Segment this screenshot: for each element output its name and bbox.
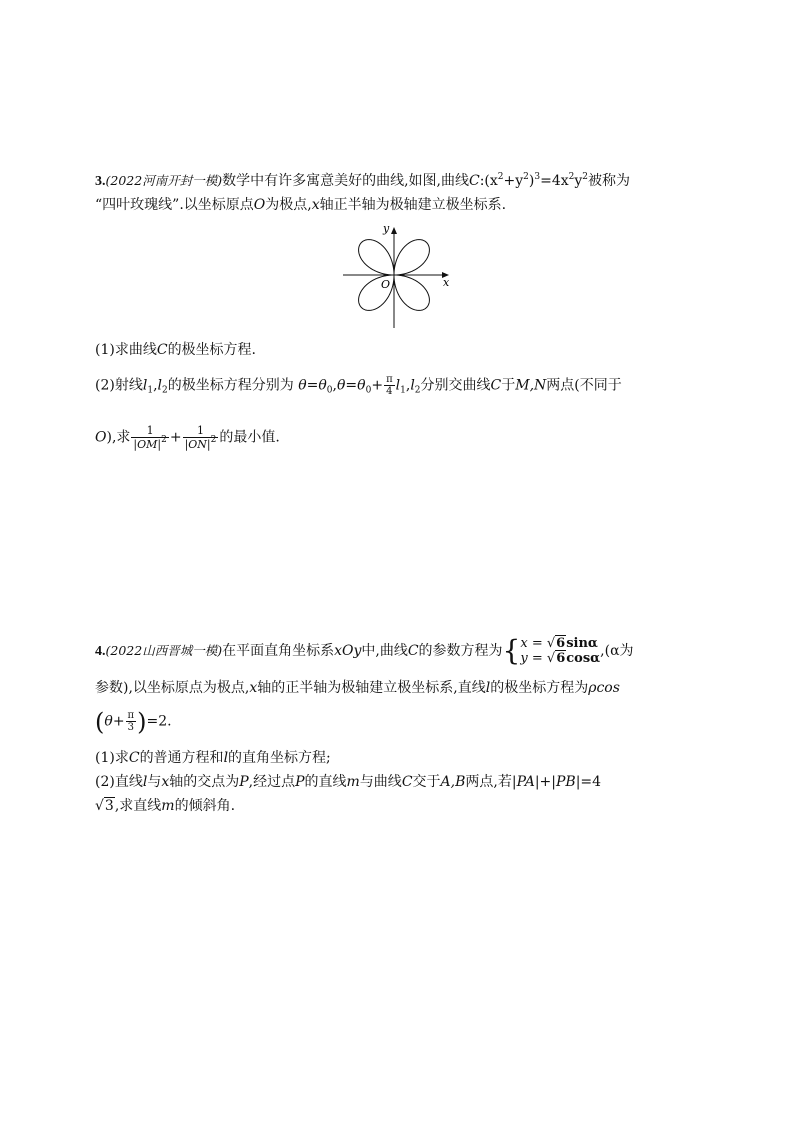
theta-symbol: θ — [357, 377, 366, 394]
fraction-numerator: 1 — [131, 424, 168, 438]
q3-eq-part: =4x — [540, 173, 569, 189]
q3-curve-ref: C — [490, 377, 502, 394]
origin-label: O — [381, 278, 391, 291]
ray-symbol: l — [410, 377, 415, 394]
y-equation — [520, 651, 600, 666]
q3-number: 3. — [95, 174, 106, 189]
q3-part-2 — [95, 374, 622, 397]
q3-exp: 2 — [497, 172, 504, 182]
q3-text: 于 — [501, 377, 516, 394]
cos-alpha: cosα — [566, 651, 601, 666]
points-AB: A,B — [440, 774, 466, 790]
q4-text: =2. — [146, 713, 172, 730]
ray-symbol: l — [157, 377, 162, 394]
q3-curve-name: C — [468, 173, 480, 189]
q4-curve-ref: C — [407, 643, 419, 659]
q4-text: (1)求 — [95, 750, 129, 766]
q3-text: (2)射线 — [95, 377, 143, 394]
plus: + — [112, 713, 125, 730]
comma: , — [332, 377, 337, 394]
comma: , — [405, 377, 411, 394]
fraction-one-over-ON — [183, 424, 219, 451]
q4-text: 的直线 — [304, 774, 347, 790]
paren-open: ( — [95, 707, 105, 736]
q4-text: |=4 — [575, 774, 602, 790]
theta-symbol: θ — [298, 377, 307, 394]
q4-number: 4. — [95, 644, 106, 659]
q4-text: 轴的交点为 — [169, 774, 240, 790]
subscript: 0 — [326, 385, 333, 396]
origin-ref: O — [95, 429, 107, 446]
q3-text: (1)求曲线 — [95, 342, 157, 358]
paren-close: ) — [137, 707, 147, 736]
fraction-denominator: 3 — [127, 722, 135, 733]
q4-stem-line-1 — [95, 636, 634, 666]
rho-cos: ρcos — [588, 680, 620, 696]
theta-symbol: θ — [336, 377, 346, 394]
PB-label: PB — [555, 774, 576, 790]
x-axis-label: x — [443, 276, 450, 289]
line-m-ref: m — [346, 774, 360, 790]
line-l-ref: l — [142, 774, 148, 790]
subscript: 2 — [414, 385, 421, 396]
q3-stem-line-2 — [95, 195, 506, 215]
y-axis-label: y — [383, 222, 390, 235]
q3-text: 为极点, — [265, 197, 312, 213]
q4-part-2 — [95, 772, 601, 792]
q3-text: 的最小值. — [219, 429, 280, 446]
pi-over-3-fraction — [126, 710, 137, 733]
q3-part-2-cont — [95, 424, 280, 451]
q3-text: 的极坐标方程分别为 — [167, 377, 294, 394]
q4-part-2-cont — [95, 796, 235, 816]
system-brace: { — [502, 634, 521, 667]
equals: = — [345, 377, 358, 394]
points-MN: M,N — [515, 377, 547, 394]
q4-source: (2022山西晋城一模) — [105, 643, 223, 658]
q4-text: (2)直线 — [95, 774, 143, 790]
q4-text: 中,曲线 — [361, 643, 408, 659]
q4-text: ,求直线 — [114, 798, 162, 814]
sqrt-6: √6 — [546, 651, 566, 666]
q4-text: 两点,若| — [465, 774, 517, 790]
comma: , — [153, 377, 158, 394]
q3-exp: 2 — [523, 172, 529, 182]
fraction-numerator: π — [386, 374, 393, 385]
q3-part-1 — [95, 340, 256, 360]
q3-text: ),求 — [106, 429, 131, 446]
q3-source: (2022河南开封一模) — [105, 173, 223, 188]
PA-label: PA — [516, 774, 535, 790]
y-eq-label: y = — [520, 651, 547, 666]
q3-exp: 2 — [582, 172, 589, 182]
radicand: 3 — [104, 798, 114, 814]
plus: + — [169, 429, 182, 446]
fraction-denominator: 4 — [386, 386, 393, 397]
fraction-numerator: 1 — [183, 424, 219, 438]
plus: + — [371, 377, 384, 394]
parametric-system — [520, 636, 600, 666]
q3-text: 的极坐标方程. — [167, 342, 257, 358]
q3-text: 轴正半轴为极轴建立极坐标系. — [319, 197, 507, 213]
q4-text: ,(α为 — [600, 643, 634, 659]
q4-text: 与 — [147, 774, 162, 790]
four-leaf-rose-figure — [338, 220, 458, 332]
line-l-ref: l — [485, 680, 491, 696]
q4-text: 在平面直角坐标系 — [222, 643, 335, 659]
x-ref: x — [249, 680, 258, 696]
q4-stem-line-3 — [95, 707, 172, 736]
q3-text: 数学中有许多寓意美好的曲线,如图,曲线 — [222, 173, 469, 189]
q4-text: 与曲线 — [359, 774, 402, 790]
point-P: P — [295, 774, 305, 790]
exp: 2 — [161, 435, 167, 445]
fraction-one-over-OM — [131, 424, 168, 451]
q3-text: 两点(不同于 — [546, 377, 622, 394]
q3-exp: 2 — [568, 172, 575, 182]
q4-text: 的参数方程为 — [418, 643, 503, 659]
q4-curve-ref: C — [401, 774, 413, 790]
q4-text: 交于 — [412, 774, 441, 790]
fraction-denominator — [183, 435, 219, 451]
fraction-denominator — [131, 435, 168, 451]
x-equation — [520, 636, 600, 651]
equals: = — [306, 377, 319, 394]
q3-curve-ref: C — [156, 342, 168, 358]
line-l-ref: l — [223, 750, 229, 766]
q4-stem-line-2 — [95, 678, 620, 698]
ray-symbol: l — [142, 377, 148, 394]
sqrt-3: √3 — [95, 798, 114, 814]
q3-eq-part: :(x — [479, 173, 498, 189]
q3-origin-ref: O — [253, 197, 266, 213]
q3-eq-part: +y — [503, 173, 524, 189]
q4-text: 的直角坐标方程; — [228, 750, 331, 766]
theta-symbol: θ — [318, 377, 327, 394]
subscript: 2 — [162, 385, 168, 396]
q3-text: 分别交曲线 — [420, 377, 491, 394]
pi-over-4-fraction — [384, 374, 395, 397]
q4-text: 参数),以坐标原点为极点, — [95, 680, 250, 696]
q4-curve-ref: C — [128, 750, 140, 766]
q4-part-1 — [95, 748, 331, 768]
q3-text: “四叶玫瑰线”.以坐标原点 — [95, 197, 254, 213]
q4-text: 轴的正半轴为极轴建立极坐标系,直线 — [257, 680, 486, 696]
q4-text: 的普通方程和 — [139, 750, 224, 766]
y-axis-arrow — [391, 227, 397, 234]
q3-text: 被称为 — [588, 173, 631, 189]
OM-label: |OM| — [133, 438, 162, 451]
exp: 2 — [210, 435, 217, 445]
q4-text: 的极坐标方程为 — [490, 680, 589, 696]
q3-stem-line-1 — [95, 171, 630, 192]
x-ref: x — [161, 774, 170, 790]
q3-x-ref: x — [311, 197, 320, 213]
xOy-label: xOy — [334, 643, 362, 659]
line-m-ref: m — [161, 798, 175, 814]
radicand: 6 — [556, 651, 566, 666]
subscript: 1 — [147, 385, 154, 396]
sin-alpha: sinα — [566, 636, 598, 651]
sqrt-6: √6 — [546, 636, 566, 651]
x-eq-label: x = — [520, 636, 547, 651]
q4-text: 的倾斜角. — [174, 798, 236, 814]
q3-eq-part: ) — [528, 173, 535, 189]
ON-label: |ON| — [184, 438, 211, 451]
q3-exp: 3 — [534, 172, 541, 182]
q4-text: ,经过点 — [248, 774, 296, 790]
theta-symbol: θ — [104, 713, 113, 730]
radicand: 6 — [556, 636, 566, 651]
point-P: P — [239, 774, 249, 790]
q4-text: |+| — [534, 774, 556, 790]
ray-symbol: l — [395, 377, 401, 394]
fraction-numerator: π — [127, 710, 135, 721]
subscript: 0 — [365, 385, 372, 396]
q3-eq-part: y — [574, 173, 583, 189]
subscript: 1 — [400, 385, 406, 396]
